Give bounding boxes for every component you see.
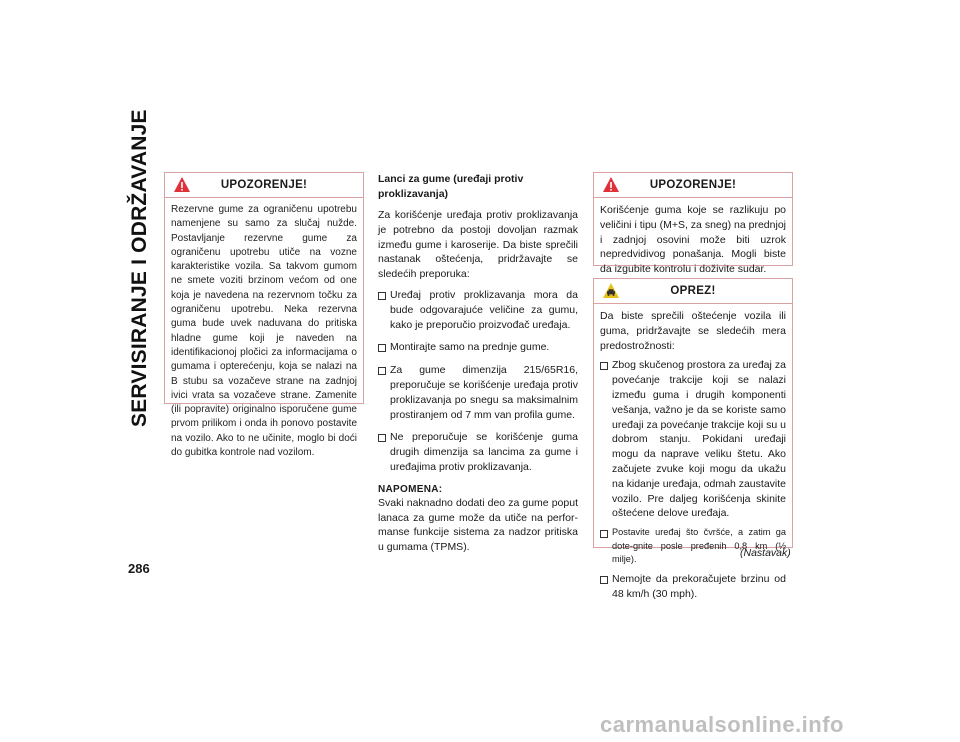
warning-triangle-icon bbox=[602, 176, 620, 194]
list-item: Uređaj protiv proklizavanja mora da bude odgovarajuće veličine za gumu, kako je preporučio proizvođač uređaja. bbox=[378, 288, 578, 332]
section-title: SERVISIRANJE I ODRŽAVANJE bbox=[128, 109, 151, 427]
right-warning-box bbox=[593, 172, 793, 276]
continued-label: (Nastavak) bbox=[740, 547, 791, 559]
intro-paragraph: Za korišćenje uređaja protiv proklizavanja je potrebno da postoji dovoljan razmak između gume i karoserije. Da biste sprečili nastanak oštećenja, pridržavajte se sledećih preporuka: bbox=[378, 209, 578, 281]
list-item: Postavite uređaj što čvršće, a zatim ga dote-gnite posle pređenih 0,8 km (½ milje). bbox=[600, 526, 786, 567]
page-number: 286 bbox=[128, 561, 150, 576]
watermark: carmanualsonline.info bbox=[600, 712, 844, 737]
right-warning-heading: UPOZORENJE! bbox=[649, 179, 737, 191]
right-warning-header bbox=[594, 173, 792, 198]
caution-intro: Da biste sprečili oštećenje vozila ili guma, pridržavajte se sledećih mera predostrožnosti: bbox=[600, 310, 786, 352]
recommendation-list bbox=[378, 288, 578, 475]
list-item: Montirajte samo na prednje gume. bbox=[378, 340, 578, 355]
section-heading: Lanci za gume (uređaji protiv proklizavanja) bbox=[378, 173, 524, 200]
list-item: Za gume dimenzija 215/65R16, preporučuje se korišćenje uređaja protiv proklizavanja po snegu sa maksimalnim prostiranjem od 7 mm van profila gume. bbox=[378, 363, 578, 422]
caution-header bbox=[594, 279, 792, 304]
note-text: Svaki naknadno dodati deo za gume poput lanaca za gume može da utiče na perfor-manse funkcije sistema za nadzor pritiska u gumama (TPMS). bbox=[378, 496, 578, 554]
left-warning-box bbox=[164, 172, 364, 459]
warning-triangle-icon bbox=[173, 176, 191, 194]
list-item: Nemojte da prekoračujete brzinu od 48 km/h (30 mph). bbox=[600, 572, 786, 602]
car-caution-icon bbox=[602, 282, 620, 300]
caution-body bbox=[594, 304, 792, 608]
caution-heading: OPREZ! bbox=[670, 285, 716, 297]
right-warning-text: Korišćenje guma koje se razlikuju po veličini i tipu (M+S, za sneg) na prednjoj i zadnjoj osovini može biti uzrok nepredvidivog ponašanja. Mogli biste da izgubite kontrolu i doživite sudar. bbox=[600, 204, 786, 276]
left-warning-text: Rezervne gume za ograničenu upotrebu namenjene su samo za slučaj nužde. Postavljanje rezervne gume za ograničenu upotrebu utiče na vozne karakteristike vozila. Sa takvom gumom ne smete voziti brzinom većom od one koja je navedena na rezervnom točku za ograničenu upotrebu. Neka rezervna guma bude uvek naduvana do pritiska hladne gume koji je naveden na identifikacionoj pločici za informacijama o gumama i opterećenju, koja se nalazi na B stubu sa vozačeve strane na zadnjoj ivici vrata sa vozačeve strane. Zamenite (ili popravite) originalno isporučene gume prvom prilikom i onda ih ponovo postavite na vozilo. Ako to ne učinite, moglo bi doći do gubitka kontrole nad vozilom. bbox=[171, 204, 357, 459]
note-heading: NAPOMENA: bbox=[378, 483, 443, 495]
middle-column bbox=[378, 172, 578, 561]
left-warning-header bbox=[165, 173, 363, 198]
left-warning-heading: UPOZORENJE! bbox=[220, 179, 308, 191]
list-item: Zbog skučenog prostora za uređaj za povećanje trakcije koji se nalazi između guma i drugih komponenti vešanja, važno je da se koriste samo uređaji za povećanje trakcije koji su u dobrom stanju. Pokidani uređaji mogu da naprave veliku štetu. Ako začujete zvuke koji mogu da ukažu na kidanje uređaja, odmah zaustavite vozilo. Pre daljeg korišćenja skinite oštećene delove uređaja. bbox=[600, 358, 786, 521]
caution-list bbox=[600, 358, 786, 601]
list-item: Ne preporučuje se korišćenje guma drugih dimenzija sa lancima za gume i uređajima protiv proklizavanja. bbox=[378, 430, 578, 474]
